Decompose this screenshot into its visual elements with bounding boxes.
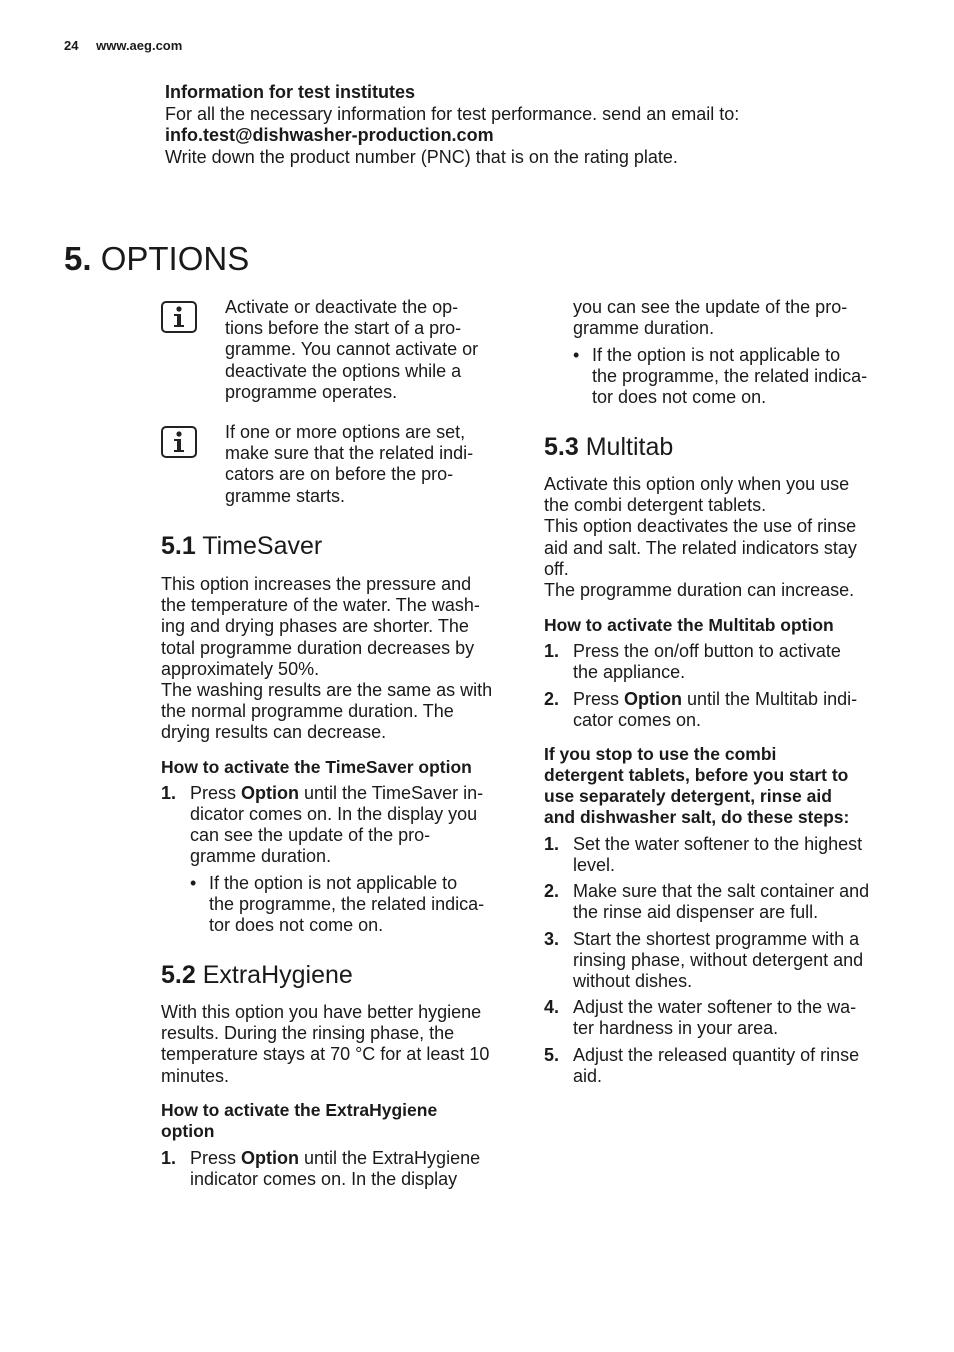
- bullet-line: the programme, the related indica-: [592, 366, 868, 386]
- bullet-line: tor does not come on.: [209, 915, 384, 935]
- heading-line: use separately detergent, rinse aid: [544, 786, 832, 806]
- chapter-heading: [64, 240, 249, 278]
- heading-line: If you stop to use the combi: [544, 744, 777, 764]
- multitab-howto-heading: How to activate the Multitab option: [544, 615, 834, 635]
- step-line: level.: [573, 855, 616, 875]
- test-info-title: Information for test institutes: [165, 82, 416, 102]
- step-line: can see the update of the pro-: [190, 825, 431, 845]
- step-line: dicator comes on. In the display you: [190, 804, 478, 824]
- step-number: 2.: [544, 689, 560, 709]
- body-line: temperature stays at 70 °C for at least 10: [161, 1044, 490, 1065]
- step-line: gramme duration.: [573, 318, 715, 339]
- note-indicators: [225, 422, 515, 507]
- heading-line: option: [161, 1121, 215, 1141]
- extrahygiene-step-1-continued: [573, 297, 903, 339]
- body-line: off.: [544, 558, 569, 579]
- step-text: until the ExtraHygiene: [299, 1148, 481, 1168]
- bullet-dot: •: [190, 873, 197, 893]
- timesaver-step-1: [161, 783, 513, 943]
- section-title: TimeSaver: [202, 532, 323, 560]
- step-number: 1.: [544, 834, 560, 854]
- step-line: the appliance.: [573, 662, 686, 682]
- heading-line: and dishwasher salt, do these steps:: [544, 807, 850, 827]
- multitab-stop-heading: [544, 744, 894, 828]
- body-line: minutes.: [161, 1065, 230, 1086]
- step-line: Start the shortest programme with a: [573, 929, 860, 949]
- page-number: 24: [64, 38, 79, 53]
- body-line: the normal programme duration. The: [161, 701, 454, 722]
- step-text: Press: [573, 689, 625, 709]
- heading-line: detergent tablets, before you start to: [544, 765, 849, 785]
- note-line: programme operates.: [225, 381, 398, 402]
- section-title: ExtraHygiene: [202, 961, 353, 989]
- step-number: 5.: [544, 1045, 560, 1065]
- bullet-line: the programme, the related indica-: [209, 894, 485, 914]
- info-icon: [161, 426, 197, 458]
- note-line: Activate or deactivate the op-: [225, 297, 459, 317]
- section-number: 5.1: [161, 532, 196, 560]
- test-info-line2: Write down the product number (PNC) that is on the rating plate.: [165, 146, 678, 167]
- step-text: until the TimeSaver in-: [299, 783, 484, 803]
- body-line: drying results can decrease.: [161, 722, 387, 743]
- step-line: ter hardness in your area.: [573, 1018, 779, 1038]
- bullet-dot: •: [573, 345, 580, 365]
- step-line: without dishes.: [573, 971, 693, 991]
- section-heading-extrahygiene: [161, 961, 353, 990]
- body-line: This option deactivates the use of rinse: [544, 516, 857, 537]
- step-text: Press: [190, 1148, 242, 1168]
- website-link[interactable]: www.aeg.com: [96, 38, 183, 53]
- extrahygiene-body: [161, 1002, 513, 1087]
- body-line: The washing results are the same as with: [161, 680, 493, 701]
- step-line: Make sure that the salt container and: [573, 881, 870, 901]
- body-line: Activate this option only when you use: [544, 474, 850, 494]
- option-button-label: Option: [241, 783, 299, 803]
- option-button-label: Option: [241, 1148, 299, 1168]
- bullet-line: If the option is not applicable to: [592, 345, 841, 365]
- extrahygiene-step-1: [161, 1148, 513, 1192]
- test-info-line1: For all the necessary information for test performance. send an email to:: [165, 103, 740, 124]
- chapter-number: 5.: [64, 240, 92, 277]
- bullet-line: If the option is not applicable to: [209, 873, 458, 893]
- note-line: If one or more options are set,: [225, 422, 466, 442]
- multitab-body: [544, 474, 894, 601]
- test-info-email[interactable]: info.test@dishwasher-production.com: [165, 125, 494, 145]
- heading-line: How to activate the ExtraHygiene: [161, 1100, 438, 1120]
- step-line: Press the on/off button to activate: [573, 641, 841, 661]
- section-number: 5.2: [161, 961, 196, 989]
- step-line: indicator comes on. In the display: [190, 1169, 458, 1189]
- page-header: [64, 38, 182, 53]
- section-title: Multitab: [585, 433, 674, 461]
- note-line: deactivate the options while a: [225, 360, 462, 381]
- body-line: total programme duration decreases by: [161, 637, 475, 658]
- step-line: Set the water softener to the highest: [573, 834, 863, 854]
- step-line: the rinse aid dispenser are full.: [573, 902, 819, 922]
- step-line: cator comes on.: [573, 710, 702, 730]
- section-number: 5.3: [544, 433, 579, 461]
- chapter-title: OPTIONS: [100, 240, 250, 277]
- step-line: rinsing phase, without detergent and: [573, 950, 864, 970]
- timesaver-body: [161, 574, 513, 744]
- step-number: 2.: [544, 881, 560, 901]
- body-line: the combi detergent tablets.: [544, 495, 767, 516]
- option-button-label: Option: [624, 689, 682, 709]
- info-icon: [161, 301, 197, 333]
- note-line: make sure that the related indi-: [225, 443, 474, 464]
- note-line: tions before the start of a pro-: [225, 318, 462, 339]
- multitab-stop-steps: [544, 834, 894, 1094]
- note-line: cators are on before the pro-: [225, 464, 454, 485]
- step-text: until the Multitab indi-: [682, 689, 858, 709]
- note-line: gramme starts.: [225, 485, 346, 506]
- step-number: 1.: [161, 1148, 177, 1168]
- step-number: 3.: [544, 929, 560, 949]
- timesaver-howto-heading: How to activate the TimeSaver option: [161, 757, 472, 777]
- step-line: Adjust the water softener to the wa-: [573, 997, 857, 1017]
- body-line: aid and salt. The related indicators stay: [544, 537, 857, 558]
- multitab-steps: [544, 641, 894, 741]
- note-options-timing: [225, 297, 515, 403]
- step-line: Adjust the released quantity of rinse: [573, 1045, 860, 1065]
- section-heading-multitab: [544, 433, 673, 462]
- body-line: approximately 50%.: [161, 658, 320, 679]
- body-line: This option increases the pressure and: [161, 574, 472, 594]
- step-number: 4.: [544, 997, 560, 1017]
- step-number: 1.: [161, 783, 177, 803]
- step-line: aid.: [573, 1066, 603, 1086]
- bullet-line: tor does not come on.: [592, 387, 767, 407]
- step-line: gramme duration.: [190, 846, 332, 866]
- extrahygiene-howto-heading: [161, 1100, 513, 1142]
- step-text: Press: [190, 783, 242, 803]
- step-line: you can see the update of the pro-: [573, 297, 848, 317]
- step-number: 1.: [544, 641, 560, 661]
- body-line: the temperature of the water. The wash-: [161, 595, 480, 616]
- test-institutes-info: [165, 82, 905, 168]
- body-line: The programme duration can increase.: [544, 580, 855, 601]
- body-line: ing and drying phases are shorter. The: [161, 616, 469, 637]
- body-line: results. During the rinsing phase, the: [161, 1023, 455, 1044]
- body-line: With this option you have better hygiene: [161, 1002, 482, 1022]
- extrahygiene-bullet: [573, 345, 903, 411]
- section-heading-timesaver: [161, 532, 322, 561]
- note-line: gramme. You cannot activate or: [225, 339, 479, 360]
